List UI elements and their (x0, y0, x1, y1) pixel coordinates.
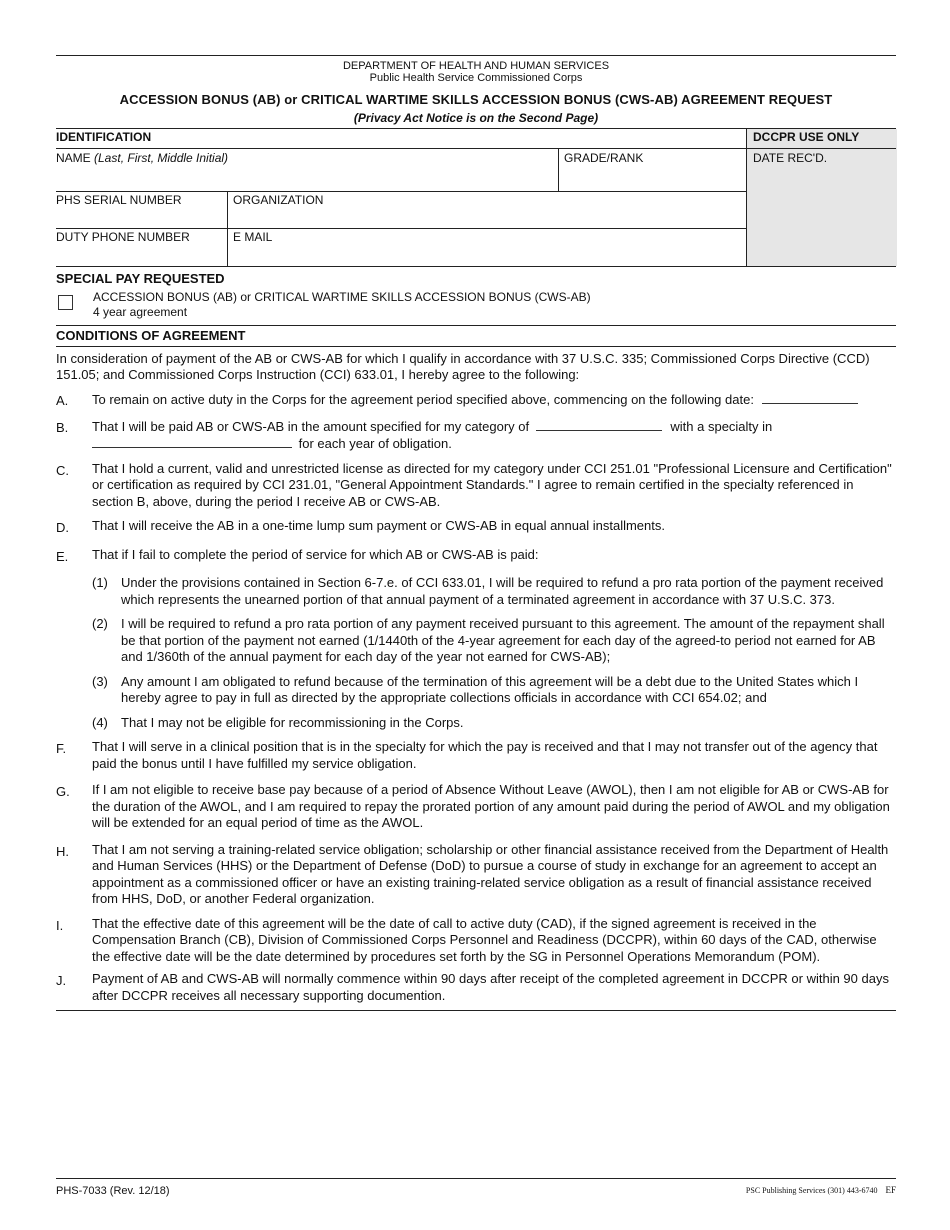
condition-i (56, 916, 896, 966)
publisher-name: PSC Publishing Services (301) 443-6740 (745, 1186, 878, 1195)
date-received-label: DATE REC'D. (753, 151, 828, 165)
serial-number-label: PHS SERIAL NUMBER (56, 193, 182, 207)
name-label: NAME (56, 151, 91, 165)
condition-f (56, 739, 896, 772)
department-header (56, 60, 896, 84)
name-field[interactable] (56, 151, 228, 165)
form-footer (56, 1178, 896, 1197)
service-name: Public Health Service Commissioned Corps (369, 72, 583, 84)
accession-bonus-checkbox[interactable] (58, 295, 73, 310)
condition-text: That I will serve in a clinical position that is in the specialty for which the pay is received and that I may not transfer out of the agency that paid the bonus until I have fulfilled my service obligation. (92, 739, 878, 771)
form-number: PHS-7033 (Rev. 12/18) (56, 1185, 170, 1197)
condition-text: That the effective date of this agreement will be the date of call to active duty (CAD), if the signed agreement is received in the Compensation Branch (CB), Division of Commissioned Corps Personnel and Readiness (DCCPR), within 60 days of the CAD, otherwise the effective date will be the date determined by procedures set forth by the SG in Personnel Operations Memorandum (POM). (92, 915, 877, 964)
condition-text: That if I fail to complete the period of service for which AB or CWS-AB is paid: (92, 546, 539, 562)
condition-text: If I am not eligible to receive base pay because of a period of Absence Without Leave (AWOL), then I am not eligible for AB or CWS-AB for the duration of the AWOL, and I am required to repay the prorated portion of any amount paid during the period of AWOL and my obligation will be extended for an equal period of time as the AWOL. (92, 782, 890, 830)
conditions-end-rule (56, 1010, 896, 1011)
subcondition-text: I will be required to refund a pro rata portion of any payment received pursuant to this agreement. The amount of the repayment shall be that portion of the payment not earned (1/1440th of the 4-year agreement for each day of the agreed-to period not earned for AB and 1/360th of the annual payment for each day of the year not earned for CWS-AB); (121, 616, 885, 664)
identification-section (56, 128, 896, 267)
condition-e2 (56, 616, 896, 666)
condition-j (56, 971, 896, 1004)
name-hint: (Last, First, Middle Initial) (94, 151, 229, 165)
condition-label: J. (56, 973, 67, 988)
condition-c (56, 461, 896, 511)
condition-text: To remain on active duty in the Corps for the agreement period specified above, commencing on the following date: (92, 392, 754, 407)
special-pay-section (56, 271, 896, 326)
condition-text: That I will receive the AB in a one-time lump sum payment or CWS-AB in equal annual installments. (92, 518, 665, 533)
subcondition-text: Under the provisions contained in Section 6-7.e. of CCI 633.01, I will be required to refund a pro rata portion of the payment received which represents the unearned portion of that annual payment of a terminated agreement in accordance with 37 U.S.C. 373. (121, 575, 884, 607)
condition-label: H. (56, 843, 69, 859)
condition-g (56, 782, 896, 832)
condition-text: for each year of obligation. (298, 436, 452, 451)
agreement-term: 4 year agreement (93, 305, 188, 319)
condition-label: E. (56, 548, 69, 564)
email-field[interactable] (233, 230, 272, 244)
condition-b (56, 418, 896, 453)
condition-label: I. (56, 917, 64, 933)
subcondition-label: (3) (92, 673, 108, 689)
dccpr-use-only-box (746, 129, 897, 266)
duty-phone-field[interactable] (56, 230, 190, 244)
category-input[interactable] (536, 418, 662, 431)
conditions-heading: CONDITIONS OF AGREEMENT (56, 326, 896, 347)
publisher-info (746, 1185, 896, 1195)
accession-bonus-option (93, 290, 591, 320)
condition-a (56, 391, 896, 409)
grade-rank-field[interactable] (564, 151, 643, 165)
condition-e1 (56, 575, 896, 608)
organization-label: ORGANIZATION (233, 193, 324, 207)
subcondition-text: Any amount I am obligated to refund because of the termination of this agreement will be a debt due to the United States which I hereby agree to pay in full as directed by the appropriate collections officials in accordance with CCI 654.02; and (121, 673, 859, 705)
date-received-field (753, 151, 827, 165)
privacy-notice: (Privacy Act Notice is on the Second Page) (353, 111, 599, 125)
condition-text: Payment of AB and CWS-AB will normally commence within 90 days after receipt of the completed agreement in DCCPR or within 90 days after DCCPR receives all necessary supporting documention. (92, 971, 889, 1003)
condition-label: B. (56, 419, 69, 435)
special-pay-heading: SPECIAL PAY REQUESTED (56, 271, 225, 286)
specialty-input[interactable] (92, 435, 292, 448)
email-label: E MAIL (233, 230, 273, 244)
condition-label: D. (56, 520, 69, 535)
subcondition-label: (1) (92, 575, 108, 590)
condition-text: with a specialty in (670, 418, 773, 434)
grade-rank-label: GRADE/RANK (564, 151, 644, 165)
condition-d (56, 518, 896, 535)
publisher-code: EF (885, 1185, 896, 1195)
condition-h (56, 842, 896, 908)
identification-heading: IDENTIFICATION (56, 130, 152, 144)
condition-label: F. (56, 741, 67, 756)
condition-text: That I hold a current, valid and unrestricted license as directed for my category under CCI 251.01 "Professional Licensure and Certification" or certification as required by CCI 231.01, "General Appointment Standards." I agree to remain certified in the specialty referenced in section B, above, during the period I receive AB or CWS-AB. (92, 460, 892, 509)
condition-label: A. (56, 393, 69, 408)
duty-phone-label: DUTY PHONE NUMBER (56, 230, 190, 244)
organization-field[interactable] (233, 193, 323, 207)
accession-bonus-label: ACCESSION BONUS (AB) or CRITICAL WARTIME SKILLS ACCESSION BONUS (CWS-AB) (93, 290, 591, 304)
condition-text: That I will be paid AB or CWS-AB in the amount specified for my category of (92, 418, 530, 434)
form-title: ACCESSION BONUS (AB) or CRITICAL WARTIME SKILLS ACCESSION BONUS (CWS-AB) AGREEMENT REQUEST (119, 92, 833, 107)
condition-e4 (56, 715, 896, 732)
department-name: DEPARTMENT OF HEALTH AND HUMAN SERVICES (342, 60, 610, 72)
condition-label: G. (56, 784, 70, 799)
subcondition-text: That I may not be eligible for recommissioning in the Corps. (121, 714, 464, 730)
condition-text: That I am not serving a training-related service obligation; scholarship or other financial assistance received from the Department of Health and Human Services (HHS) or the Department of Defense (DoD) to pursue a course of study in exchange for an agreement to accept an appointment as a commissioned officer or have an existing training-related service obligation as a result of financial assistance received from HHS, DoD, or another Federal organization. (92, 841, 889, 906)
commencement-date-input[interactable] (762, 391, 858, 404)
subcondition-label: (2) (92, 616, 108, 631)
condition-e3 (56, 674, 896, 707)
dccpr-heading: DCCPR USE ONLY (753, 130, 860, 144)
top-rule (56, 55, 896, 56)
subcondition-label: (4) (92, 714, 108, 730)
form-page (56, 55, 896, 1011)
serial-number-field[interactable] (56, 193, 182, 207)
conditions-intro: In consideration of payment of the AB or CWS-AB for which I qualify in accordance with 37 U.S.C. 335; Commissioned Corps Directive (CCD) 151.05; and Commissioned Corps Instruction (CCI) 633.01, I hereby agree to the following: (56, 351, 870, 382)
condition-e (56, 547, 896, 564)
condition-label: C. (56, 462, 69, 478)
